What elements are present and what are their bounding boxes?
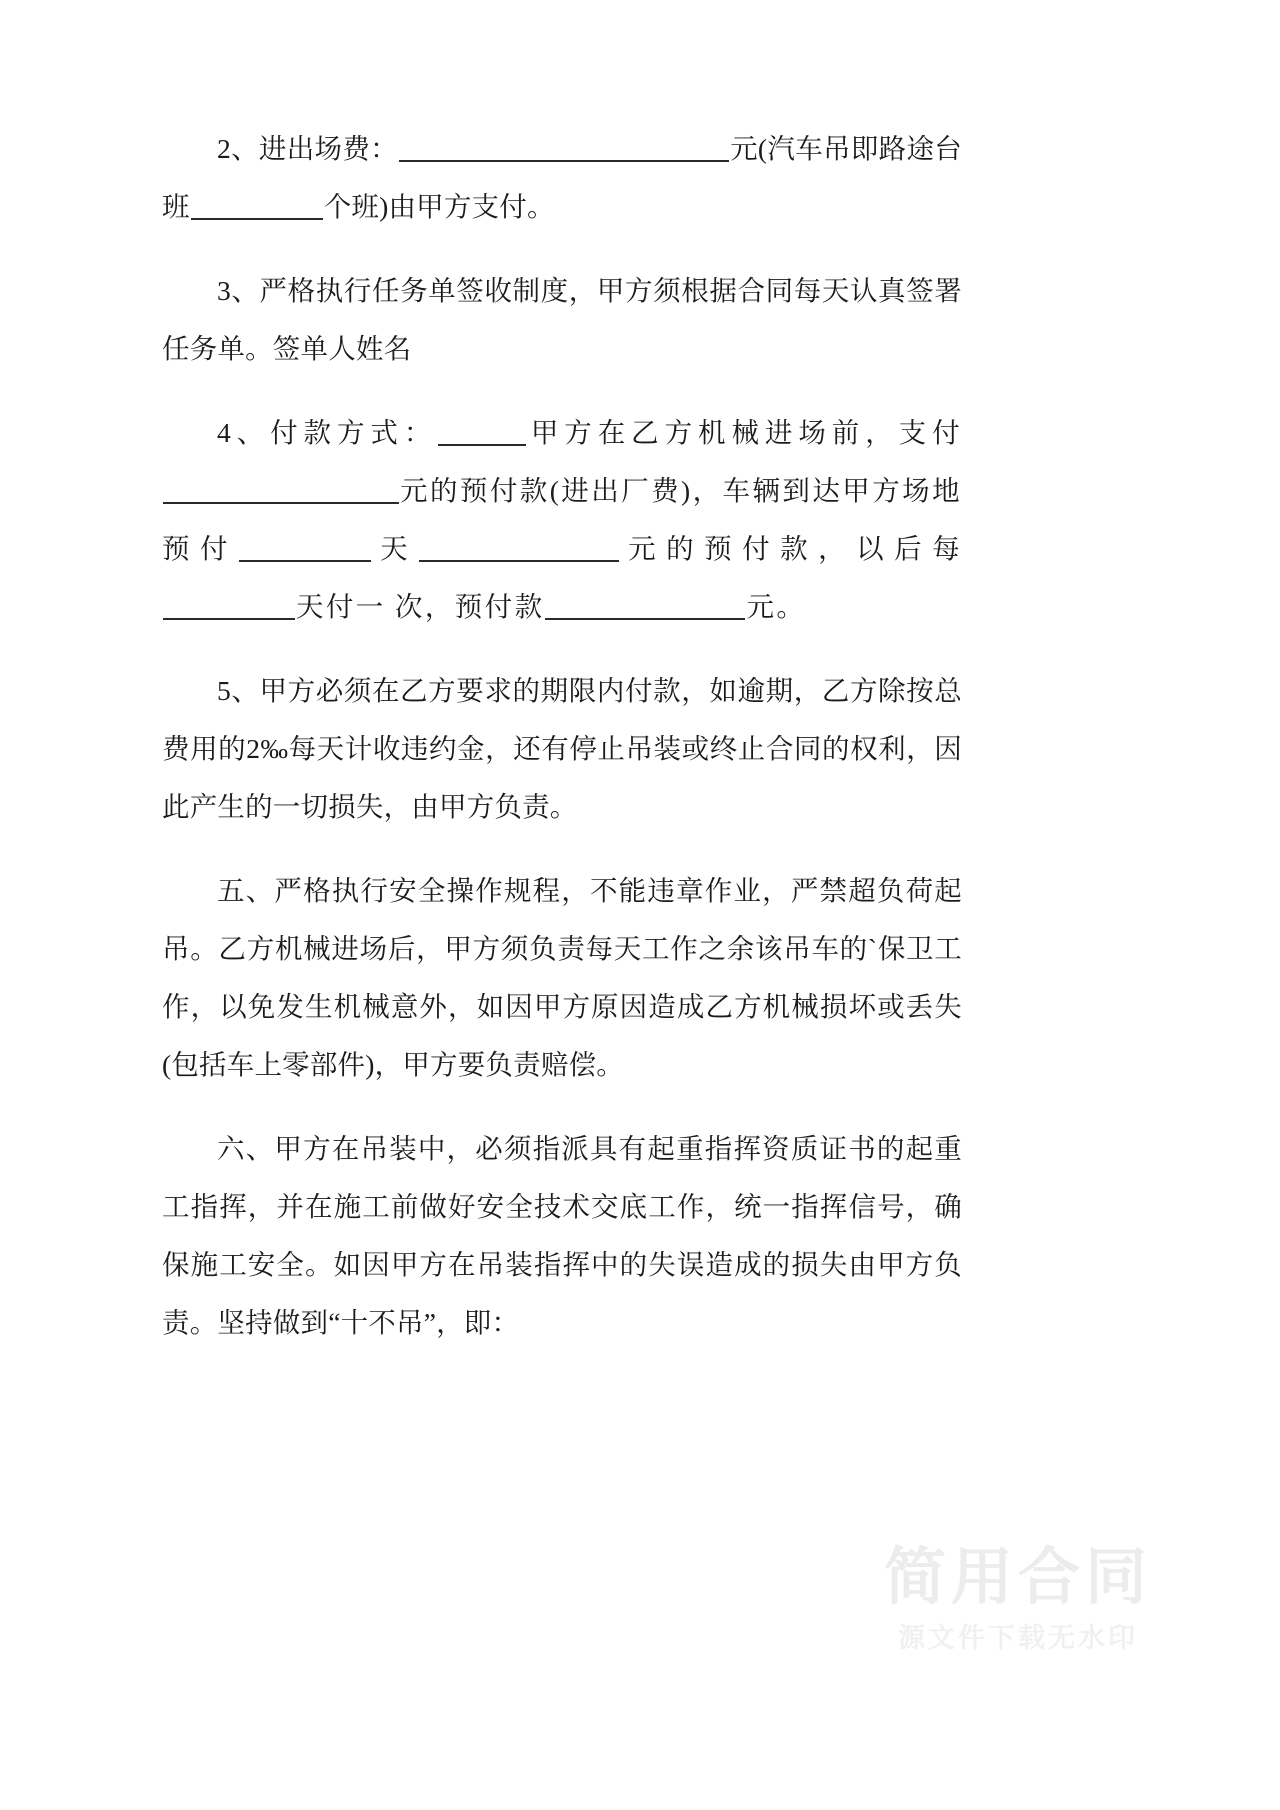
document-body: [162, 120, 962, 1352]
text-run: 元的预付款，以后每: [620, 533, 962, 564]
fill-in-blank[interactable]: [419, 538, 619, 562]
paragraph-item-2: [162, 120, 962, 236]
fill-in-blank[interactable]: [163, 596, 295, 620]
paragraph-item-3: [162, 262, 962, 378]
paragraph-item-5: [162, 662, 962, 836]
text-run: 2、进出场费：: [217, 133, 398, 164]
text-run: 五、严格执行安全操作规程，不能违章作业，严禁超负荷起吊。乙方机械进场后，甲方须负责每天工作之余该吊车的`保卫工作，以免发生机械意外，如因甲方原因造成乙方机械损坏或丢失(包括车上零部件)，甲方要负责赔偿。: [162, 875, 962, 1080]
text-run: 甲方在乙方机械进场前，支付: [527, 417, 962, 448]
text-run: 元。: [746, 591, 807, 622]
fill-in-blank[interactable]: [438, 422, 526, 446]
fill-in-blank[interactable]: [545, 596, 745, 620]
text-run: 天付一 次，预付款: [296, 591, 545, 622]
text-run: 个班)由甲方支付。: [323, 191, 555, 222]
fill-in-blank[interactable]: [239, 538, 371, 562]
text-run: 3、严格执行任务单签收制度，甲方须根据合同每天认真签署任务单。签单人姓名: [162, 275, 962, 364]
paragraph-section-six: [162, 1120, 962, 1352]
watermark: [808, 1542, 1228, 1658]
text-run: 六、甲方在吊装中，必须指派具有起重指挥资质证书的起重工指挥，并在施工前做好安全技术交底工作，统一指挥信号，确保施工安全。如因甲方在吊装指挥中的失误造成的损失由甲方负责。坚持做到“十不吊”，即：: [162, 1133, 962, 1338]
text-run: 天: [371, 533, 419, 564]
text-run: 元的预付款(进出厂费)，车辆到达甲方场地预付: [162, 475, 962, 564]
paragraph-item-4: [162, 404, 962, 636]
text-run: 元(汽车吊即路途台班: [162, 133, 962, 222]
text-run: 5、甲方必须在乙方要求的期限内付款，如逾期，乙方除按总费用的2‰每天计收违约金，还有停止吊装或终止合同的权利，因此产生的一切损失，由甲方负责。: [162, 675, 962, 822]
watermark-brand: 简用合同: [883, 1542, 1152, 1612]
paragraph-section-five: [162, 862, 962, 1094]
text-run: 4、付款方式：: [217, 417, 438, 448]
fill-in-blank[interactable]: [191, 196, 323, 220]
fill-in-blank[interactable]: [163, 480, 399, 504]
watermark-tagline: 源文件下载无水印: [898, 1622, 1138, 1653]
fill-in-blank[interactable]: [399, 138, 729, 162]
